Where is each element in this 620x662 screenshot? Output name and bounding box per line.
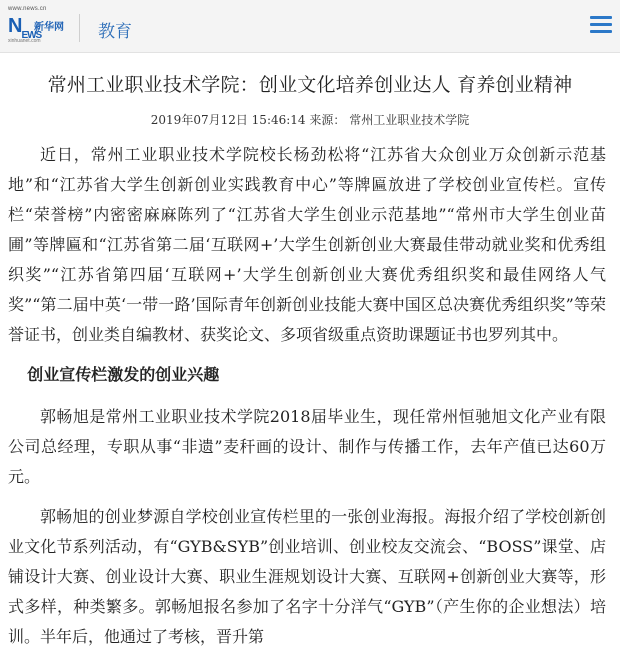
header-divider (79, 14, 80, 42)
menu-line (590, 16, 612, 19)
menu-line (590, 30, 612, 33)
channel-label[interactable]: 教育 (98, 22, 132, 42)
logo-brand-letter: N (8, 15, 22, 37)
article-meta: 2019年07月12日 15:46:14 来源： 常州工业职业技术学院 (150, 113, 470, 127)
logo-slogan: xinhuanet.com (8, 38, 41, 44)
article-paragraph: 郭畅旭的创业梦源自学校创业宣传栏里的一张创业海报。海报介绍了学校创新创业文化节系列活动，有“GYB&SYB”创业培训、创业校友交流会、“BOSS”课堂、店铺设计大赛、创业设计大赛、职业生涯规划设计大赛、互联网+创新创业大赛等，形式多样，种类繁多。郭畅旭报名参加了名字十分洋气“GYB”（产生你的企业想法）培训。半年后，他通过了考核，晋升第 (8, 507, 606, 646)
menu-line (590, 23, 612, 26)
top-bar (0, 0, 620, 53)
xinhua-logo[interactable] (8, 7, 68, 45)
article-paragraph: 近日，常州工业职业技术学院校长杨劲松将“江苏省大众创业万众创新示范基地”和“江苏省大学生创新创业实践教育中心”等牌匾放进了学校创业宣传栏。宣传栏“荣誉榜”内密密麻麻陈列了“江苏省大学生创业示范基地”“常州市大学生创业苗圃”等牌匾和“江苏省第二届‘互联网+’大学生创新创业大赛最佳带动就业奖和优秀组织奖”“江苏省第四届‘互联网+’大学生创新创业大赛优秀组织奖和最佳网络人气奖”“第二届中英‘一带一路’国际青年创新创业技能大赛中国区总决赛优秀组织奖”等荣誉证书，创业类自编教材、获奖论文、多项省级重点资助课题证书也罗列其中。 (8, 145, 606, 344)
article-subheading: 创业宣传栏激发的创业兴趣 (27, 365, 220, 384)
logo-brand-letters: EWS (21, 30, 42, 41)
logo-brand-cn: 新华网 (34, 22, 64, 33)
article-body (8, 140, 606, 662)
logo-url-text: www.news.cn (8, 6, 47, 12)
article-title: 常州工业职业技术学院：创业文化培养创业达人 育养创业精神 (47, 74, 573, 96)
article-paragraph: 郭畅旭是常州工业职业技术学院2018届毕业生，现任常州恒驰旭文化产业有限公司总经理，专职从事“非遗”麦秆画的设计、制作与传播工作，去年产值已达60万元。 (8, 407, 606, 486)
hamburger-icon[interactable] (590, 14, 612, 36)
